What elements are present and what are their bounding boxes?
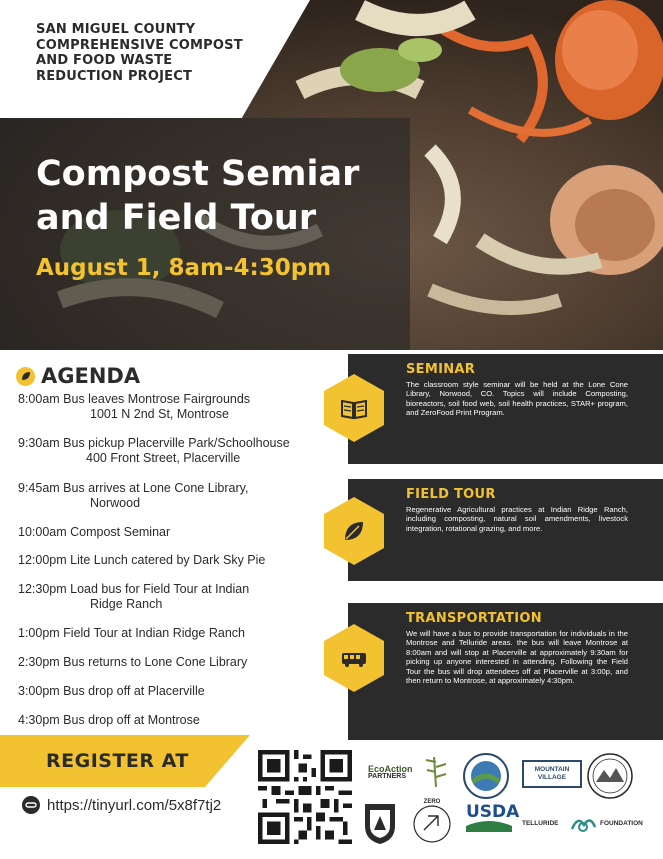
agenda-item xyxy=(18,626,245,641)
event-title xyxy=(36,152,416,240)
agenda-item xyxy=(18,655,247,670)
mountain-village-name: MOUNTAIN VILLAGE xyxy=(534,766,570,781)
agenda-item xyxy=(18,392,250,422)
agenda-item xyxy=(18,713,200,728)
agenda-item-text: 8:00am Bus leaves Montrose Fairgrounds xyxy=(18,392,251,406)
usda-logo xyxy=(464,802,520,834)
seminar-title: SEMINAR xyxy=(406,362,476,377)
agenda-header xyxy=(16,364,140,388)
agenda-item-sub: Norwood xyxy=(90,496,141,510)
hero-section xyxy=(0,0,663,350)
field-tour-panel xyxy=(348,479,663,581)
agenda-item xyxy=(18,525,170,540)
agenda-item-text: 3:00pm Bus drop off at Placerville xyxy=(18,684,205,698)
zero-label: ZERO xyxy=(423,799,441,805)
agenda-item xyxy=(18,553,265,568)
mountain-village-logo xyxy=(522,760,582,788)
transportation-title: TRANSPORTATION xyxy=(406,611,542,626)
agenda-item-text: 2:30pm Bus returns to Lone Cone Library xyxy=(18,655,248,669)
ecoaction-name: EcoAction xyxy=(368,764,413,774)
telluride-foundation-logo xyxy=(520,812,656,836)
agenda-item-sub: Ridge Ranch xyxy=(90,597,163,611)
field-tour-title: FIELD TOUR xyxy=(406,487,496,502)
agenda-item xyxy=(18,436,290,466)
agenda-item xyxy=(18,582,249,612)
agenda-item-text: 4:30pm Bus drop off at Montrose xyxy=(18,713,200,727)
agenda-item-text: 9:45am Bus arrives at Lone Cone Library, xyxy=(18,481,249,495)
shield-logo xyxy=(362,800,398,846)
register-url[interactable]: https://tinyurl.com/5x8f7tj2 xyxy=(47,796,222,814)
leaf-icon xyxy=(339,516,369,546)
qr-code[interactable] xyxy=(258,750,352,844)
field-tour-body: Regenerative Agricultural practices at Indian Ridge Ranch, including composting, natural soil amendments, livestock integration, rotational grazing, and more. xyxy=(406,505,628,533)
agenda-item-text: 9:30am Bus pickup Placerville Park/Schoolhouse xyxy=(18,436,290,450)
agenda-item-text: 1:00pm Field Tour at Indian Ridge Ranch xyxy=(18,626,245,640)
agenda-title: AGENDA xyxy=(41,364,141,388)
seminar-panel xyxy=(348,354,663,464)
transportation-body: We will have a bus to provide transportation for individuals in the Montrose and Telluride areas. the bus will leave Montrose at 8:00am and will stop at Placerville at approximately 9:30am for picking up anyone interested in attending. Following the Field Tour the bus will drop attendees off at Placerville at 3:00p, and then return to Montrose, at approximately 4:30pm. xyxy=(406,629,628,686)
leaf-icon xyxy=(16,367,35,386)
telluride-foundation-left: TELLURIDE xyxy=(522,820,559,827)
event-title-line-1: Compost Semiar xyxy=(36,154,360,194)
agenda-item-text: 12:00pm Lite Lunch catered by Dark Sky Pie xyxy=(18,553,266,567)
transportation-panel xyxy=(348,603,663,740)
agenda-item xyxy=(18,684,205,699)
agenda-item xyxy=(18,481,248,511)
ecoaction-logo xyxy=(364,752,454,792)
book-icon xyxy=(339,393,369,423)
link-icon xyxy=(22,796,40,814)
event-title-line-2: and Field Tour xyxy=(36,198,317,238)
zero-foodprint-logo xyxy=(408,798,456,846)
agenda-item-text: 12:30pm Load bus for Field Tour at Indian xyxy=(18,582,250,596)
county-seal-logo xyxy=(586,752,634,800)
bus-icon xyxy=(339,643,369,673)
agenda-item-sub: 400 Front Street, Placerville xyxy=(86,451,241,465)
usda-name: USDA xyxy=(466,802,520,822)
agenda-item-sub: 1001 N 2nd St, Montrose xyxy=(90,407,229,421)
seminar-body: The classroom style seminar will be held at the Lone Cone Library, Norwood, CO. Topics will include Composting, bioreactors, soil food web, soil health practices, STAR+ program, and ZeroFood Print Program. xyxy=(406,380,628,418)
district-seal-logo xyxy=(462,752,510,800)
event-date: August 1, 8am-4:30pm xyxy=(36,255,332,281)
register-label: REGISTER AT xyxy=(46,750,189,772)
register-link[interactable] xyxy=(22,796,221,814)
ecoaction-subtitle: PARTNERS xyxy=(368,773,406,780)
telluride-foundation-right: FOUNDATION xyxy=(600,820,643,827)
agenda-item-text: 10:00am Compost Seminar xyxy=(18,525,171,539)
organization-title: SAN MIGUEL COUNTY COMPREHENSIVE COMPOST AND FOOD WASTE REDUCTION PROJECT xyxy=(36,22,243,84)
